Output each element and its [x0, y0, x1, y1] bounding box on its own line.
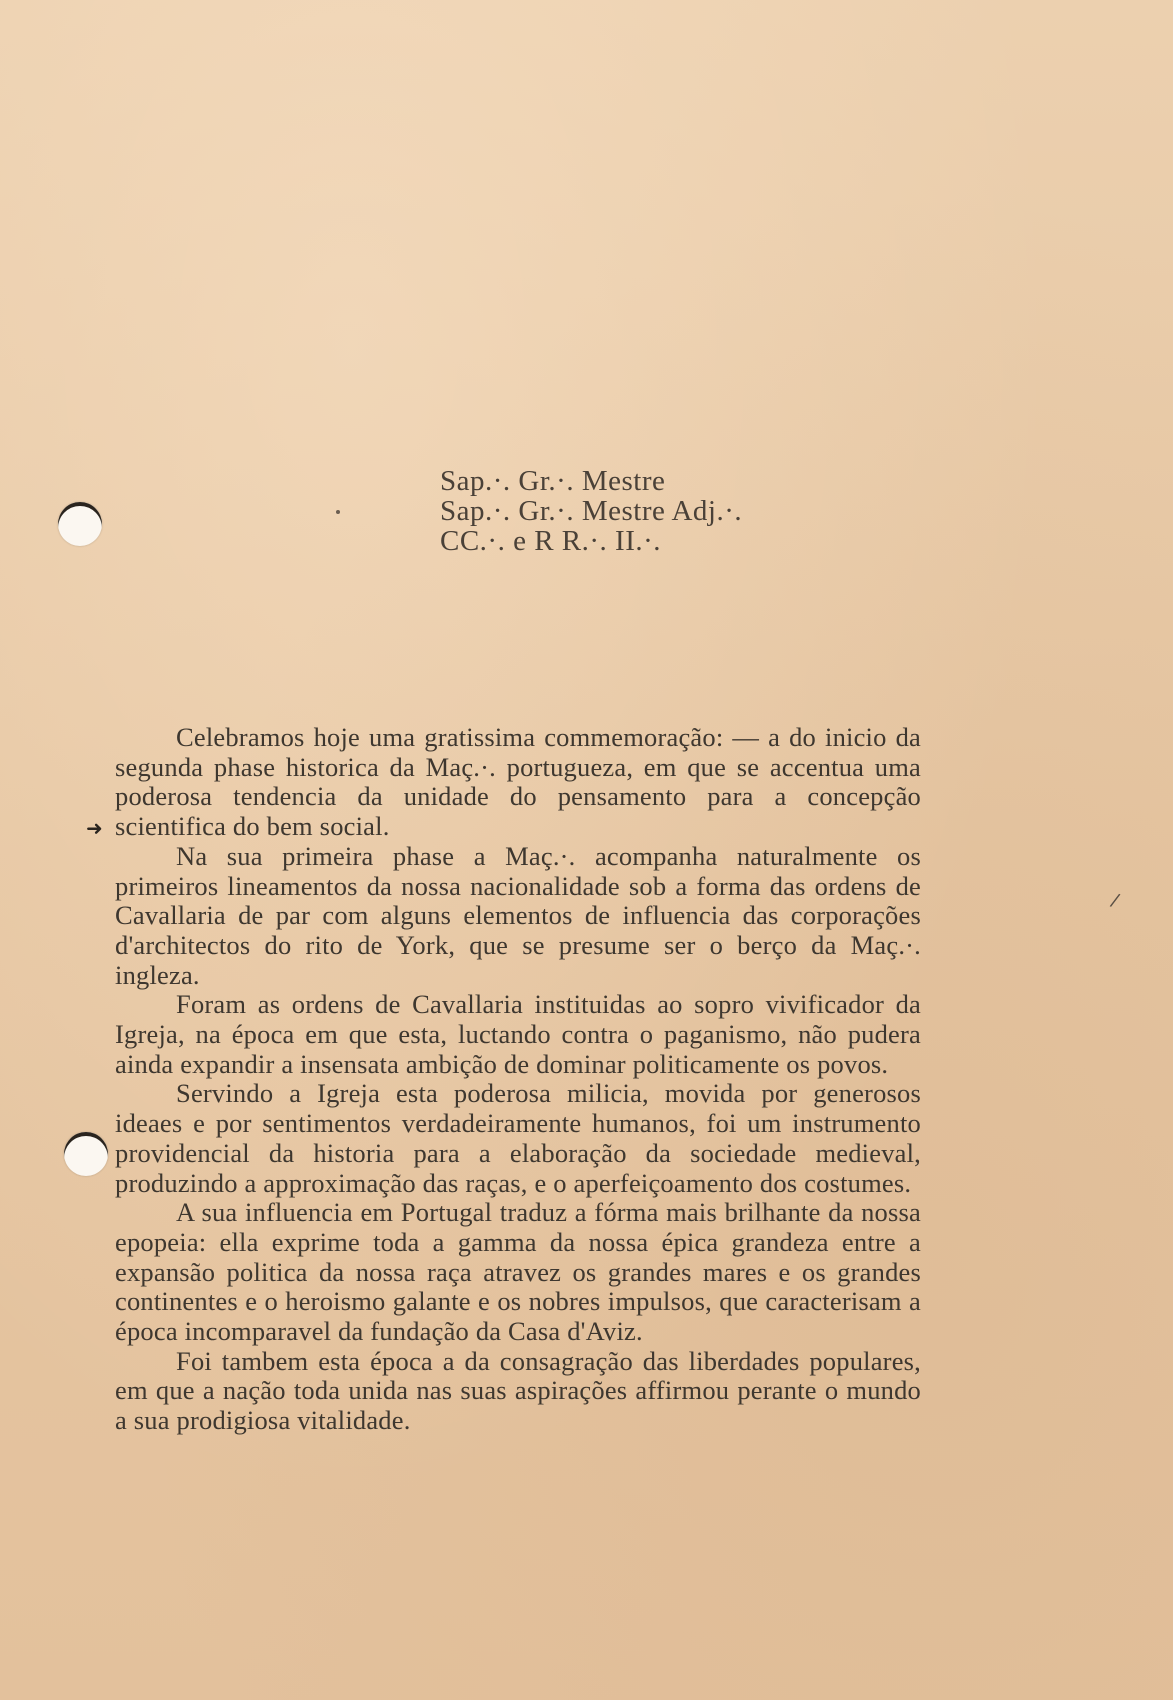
- paragraph-6: Foi tambem esta época a da consagração das liberdades populares, em que a nação toda unida nas suas aspirações affirmou perante o mundo a sua prodigiosa vitalidade.: [115, 1345, 921, 1436]
- margin-tick-mark: /: [1108, 889, 1122, 912]
- paragraph-1: Celebramos hoje uma gratissima commemoração: — a do inicio da segunda phase historica da Maç.·. portugueza, em que se accentua uma poderosa tendencia da unidade do pensamento para a concepção scientifica do bem social.: [115, 722, 921, 842]
- margin-arrow-mark: ➜: [86, 816, 103, 840]
- salutation-line-3: CC.·. e R R.·. II.·.: [440, 525, 662, 557]
- ink-speck: [336, 510, 340, 514]
- salutation-line-2: Sap.·. Gr.·. Mestre Adj.·.: [440, 495, 743, 527]
- paragraph-4: Servindo a Igreja esta poderosa milicia, movida por generosos ideaes e por sentimentos verdadeiramente humanos, foi um instrumento providencial da historia para a elaboração da sociedade medieval, produzindo a approximação das raças, e o aperfeiçoamento dos costumes.: [115, 1078, 921, 1198]
- paragraph-2: Na sua primeira phase a Maç.·. acompanha naturalmente os primeiros lineamentos da nossa nacionalidade sob a forma das ordens de Cavallaria de par com alguns elementos de influencia das corporações d'architectos do rito de York, que se presume ser o berço da Maç.·. ingleza.: [115, 840, 921, 990]
- punch-hole-bottom: [64, 1132, 108, 1176]
- body-text: [115, 723, 921, 1436]
- paragraph-3: Foram as ordens de Cavallaria instituidas ao sopro vivificador da Igreja, na época em que esta, luctando contra o paganismo, não pudera ainda expandir a insensata ambição de dominar politicamente os povos.: [115, 989, 921, 1079]
- punch-hole-top: [58, 502, 102, 546]
- paragraph-5: A sua influencia em Portugal traduz a fórma mais brilhante da nossa epopeia: ella exprime toda a gamma da nossa épica grandeza entre a expansão politica da nossa raça atravez os grandes mares e os grandes continentes e o heroismo galante e os nobres impulsos, que caracterisam a época incomparavel da fundação da Casa d'Aviz.: [115, 1197, 921, 1347]
- salutation-block: [440, 466, 742, 556]
- salutation-line-1: Sap.·. Gr.·. Mestre: [440, 465, 666, 497]
